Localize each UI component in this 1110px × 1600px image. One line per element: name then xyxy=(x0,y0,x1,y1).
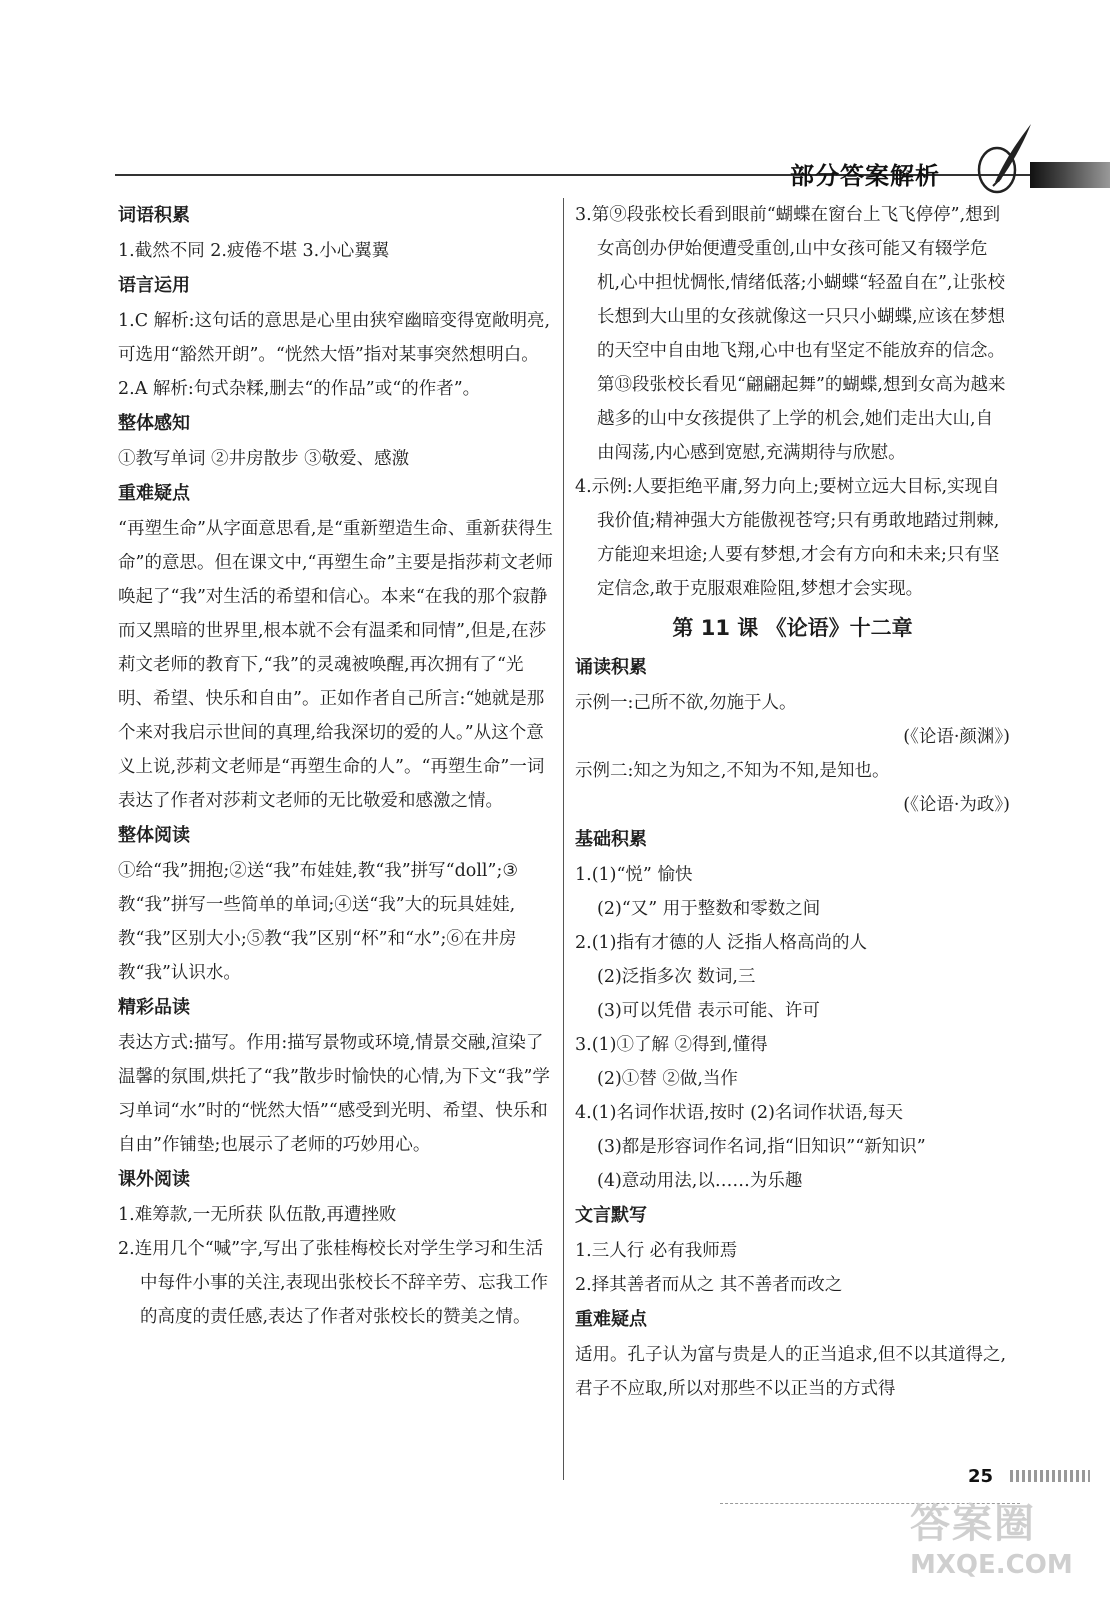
answer-text: 2.择其善者而从之 其不善者而改之 xyxy=(575,1275,843,1295)
section-heading: 整体阅读 xyxy=(118,825,190,846)
section-heading: 基础积累 xyxy=(575,829,647,850)
answer-text: (2)泛指多次 数词,三 xyxy=(597,967,756,987)
section-heading: 整体感知 xyxy=(118,413,190,434)
answer-text: 2.连用几个“喊”字,写出了张桂梅校长对学生学习和生活中每件小事的关注,表现出张校长不辞辛劳、忘我工作的高度的责任感,表达了作者对张校长的赞美之情。 xyxy=(118,1239,549,1327)
watermark xyxy=(910,1500,1100,1595)
header-decor-bar xyxy=(1030,162,1110,188)
right-column xyxy=(575,198,1010,1406)
answer-text: 1.C 解析:这句话的意思是心里由狭窄幽暗变得宽敞明亮,可选用“豁然开朗”。“恍然大悟”指对某事突然想明白。 xyxy=(118,311,551,365)
answer-text: 示例二:知之为知之,不知为不知,是知也。 xyxy=(575,761,890,781)
answer-text: (4)意动用法,以……为乐趣 xyxy=(597,1171,803,1191)
answer-text: 2.(1)指有才德的人 泛指人格高尚的人 xyxy=(575,933,868,953)
section-heading: 文言默写 xyxy=(575,1205,647,1226)
lesson-title: 第 11 课 《论语》十二章 xyxy=(672,616,913,640)
watermark-url: MXQE.COM xyxy=(910,1550,1073,1580)
answer-text: (2)“又” 用于整数和零数之间 xyxy=(597,899,821,919)
left-column xyxy=(118,198,558,1334)
answer-text: 表达方式:描写。作用:描写景物或环境,情景交融,渲染了温馨的氛围,烘托了“我”散步时愉快的心情,为下文“我”学习单词“水”时的“恍然大悟”“感受到光明、希望、快乐和自由”作铺垫;也展示了老师的巧妙用心。 xyxy=(118,1033,550,1155)
answer-text: 4.(1)名词作状语,按时 (2)名词作状语,每天 xyxy=(575,1103,903,1123)
column-divider xyxy=(563,198,564,1480)
feather-pen-icon xyxy=(975,120,1035,200)
answer-text: 3.第⑨段张校长看到眼前“蝴蝶在窗台上飞飞停停”,想到女高创办伊始便遭受重创,山中女孩可能又有辍学危机,心中担忧惆怅,情绪低落;小蝴蝶“轻盈自在”,让张校长想到大山里的女孩就像这一只只小蝴蝶,应该在梦想的天空中自由地飞翔,心中也有坚定不能放弃的信念。第⑬段张校长看见“翩翩起舞”的蝴蝶,想到女高为越来越多的山中女孩提供了上学的机会,她们走出大山,自由闯荡,内心感到宽慰,充满期待与欣慰。 xyxy=(575,205,1006,463)
page-number: 25 xyxy=(968,1466,994,1487)
answer-text: (2)①替 ②做,当作 xyxy=(597,1069,738,1089)
section-heading: 词语积累 xyxy=(118,205,190,226)
answer-text: ①教写单词 ②井房散步 ③敬爱、感激 xyxy=(118,449,410,469)
section-heading: 重难疑点 xyxy=(575,1309,647,1330)
citation: (《论语·为政》) xyxy=(903,795,1010,815)
answer-text: 1.难筹款,一无所获 队伍散,再遭挫败 xyxy=(118,1205,397,1225)
answer-text: 示例一:己所不欲,勿施于人。 xyxy=(575,693,797,713)
watermark-logo-text: 答案圈 xyxy=(910,1501,1036,1547)
section-heading: 精彩品读 xyxy=(118,997,190,1018)
section-heading: 重难疑点 xyxy=(118,483,190,504)
answer-text: 2.A 解析:句式杂糅,删去“的作品”或“的作者”。 xyxy=(118,379,481,399)
answer-text: ①给“我”拥抱;②送“我”布娃娃,教“我”拼写“doll”;③教“我”拼写一些简单的单词;④送“我”大的玩具娃娃,教“我”区别大小;⑤教“我”区别“杯”和“水”;⑥在井房教“我”认识水。 xyxy=(118,861,519,983)
answer-text: 3.(1)①了解 ②得到,懂得 xyxy=(575,1035,768,1055)
answer-text: 1.截然不同 2.疲倦不堪 3.小心翼翼 xyxy=(118,241,390,261)
answer-text: 4.示例:人要拒绝平庸,努力向上;要树立远大目标,实现自我价值;精神强大方能傲视苍穹;只有勇敢地踏过荆棘,方能迎来坦途;人要有梦想,才会有方向和未来;只有坚定信念,敢于克服艰难险阻,梦想才会实现。 xyxy=(575,477,1000,599)
answer-text: 1.(1)“悦” 愉快 xyxy=(575,865,693,885)
answer-text: “再塑生命”从字面意思看,是“重新塑造生命、重新获得生命”的意思。但在课文中,“再塑生命”主要是指莎莉文老师唤起了“我”对生活的希望和信心。本来“在我的那个寂静而又黑暗的世界里,根本就不会有温柔和同情”,但是,在莎莉文老师的教育下,“我”的灵魂被唤醒,再次拥有了“光明、希望、快乐和自由”。正如作者自己所言:“她就是那个来对我启示世间的真理,给我深切的爱的人。”从这个意义上说,莎莉文老师是“再塑生命的人”。“再塑生命”一词表达了作者对莎莉文老师的无比敬爱和感激之情。 xyxy=(118,519,553,811)
section-heading: 语言运用 xyxy=(118,275,190,296)
answer-text: (3)可以凭借 表示可能、许可 xyxy=(597,1001,820,1021)
section-heading: 课外阅读 xyxy=(118,1169,190,1190)
answer-text: (3)都是形容词作名词,指“旧知识”“新知识” xyxy=(597,1137,926,1157)
header-rule xyxy=(115,174,1090,176)
citation: (《论语·颜渊》) xyxy=(903,727,1010,747)
header-title: 部分答案解析 xyxy=(790,162,940,190)
section-heading: 诵读积累 xyxy=(575,657,647,678)
answer-text: 适用。孔子认为富与贵是人的正当追求,但不以其道得之,君子不应取,所以对那些不以正当的方式得 xyxy=(575,1345,1007,1399)
answer-text: 1.三人行 必有我师焉 xyxy=(575,1241,738,1261)
page-number-decor xyxy=(1010,1470,1090,1482)
